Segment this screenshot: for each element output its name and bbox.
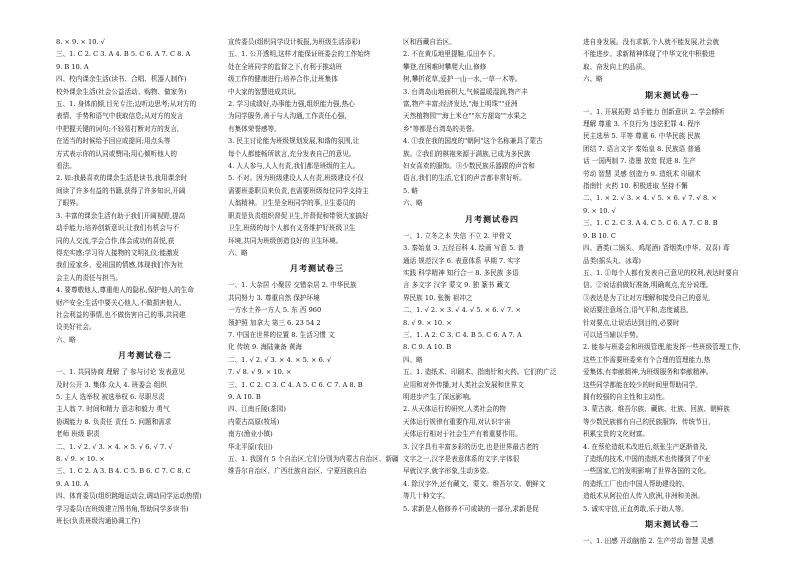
answer-line: 主人翁 7. 时间和精力 意志和毅力 勇气 — [56, 405, 170, 414]
answer-line: 针对要点,让说话达到目的,必要时 — [583, 318, 680, 327]
answer-line: 3. 丰富的课余生活有助于我们开阔视野,提高 — [56, 211, 186, 220]
answer-line: 一、1. 开展拓野 动手能力 创新意识 2. 学会倾听 — [583, 107, 725, 116]
answer-line: 说话要注意场合,语气平和,态度诚恳, — [583, 306, 689, 315]
answer-line: 8. √ 9. × 10. × — [403, 318, 452, 327]
answer-line: 一、1. 共同协商 理解 了 参与讨论 发表意见 — [56, 368, 185, 377]
answer-block — [56, 36, 234, 346]
answer-line: 语言,我们的生活,它们的声音都非常好听。 — [403, 174, 526, 183]
answer-line: 等少数民族都有自己的民族服饰、传统节日, — [583, 417, 711, 426]
answer-line: 一些国家,它的发明影响了世界各国的文化。 — [583, 467, 711, 476]
answer-line: 三、1. C 2. A 3. B 4. C 5. B 6. C 7. C 8. C — [56, 467, 191, 476]
answer-block — [228, 279, 406, 478]
answer-line: 造纸术从阿拉伯人传入欧洲,非洲和美洲。 — [583, 492, 704, 501]
answer-line: 信。②说话前做好准备,明确观点,充分说理。 — [583, 281, 713, 290]
answer-line: 指南针 火药 10. 积极进取 坚持不懈 — [583, 182, 688, 191]
answer-line: 早就汉字,就字形象,生动多姿。 — [403, 467, 493, 476]
answer-line: 9. B 10. C — [583, 231, 616, 240]
answer-line: 天然植物园""海上米仓""东方甜岛""水果之 — [403, 112, 527, 121]
answer-line: 五、1. ①每个人都有发表自己意见的权利,表达时要自 — [583, 268, 739, 277]
answer-line: 拥有较强的自主性和主动性。 — [583, 392, 669, 401]
answer-line: 校外课余生活(社会公益活动、购物、做家务) — [56, 87, 187, 96]
answer-line: 四、体育委员(组织跳绳运动会,调动同学运动热情) — [56, 492, 202, 501]
answer-line: 维吾尔自治区、广西壮族自治区、宁夏回族自治 — [228, 467, 367, 476]
answer-line: 设美好社会。 — [56, 323, 96, 332]
answer-block — [583, 36, 761, 86]
answer-line: 爱集体,有奉献精神,为班级服务和奉献精神。 — [583, 368, 713, 377]
answer-line: 为同学服务,善于与人沟通,工作责任心强, — [228, 112, 347, 121]
answer-line: 2. 学习成绩好,办事能力强,组织能力强,热心 — [228, 100, 355, 109]
answer-line: 区和西藏自治区。 — [403, 38, 456, 46]
answer-line: 了造纸的技术,中国的造纸术也传播到了中亚 — [583, 455, 711, 463]
answer-line: 二、1. √ 2. × 3. √ 4. √ 5. × 6. √ 7. × — [403, 306, 521, 315]
answer-line: 劳动 智慧 灵感 创造力 9. 造纸术 印刷术 — [583, 169, 701, 178]
answer-line: 2. 不在黄瓜地里提鞋,瓜田李下。 — [403, 50, 500, 59]
answer-line: 领护照 加拿大 第三 6. 23 54 2 — [228, 318, 321, 327]
answer-line: 得充实感;学习待人接物的文明礼仪;能激发 — [56, 248, 180, 257]
answer-line: 族。②我们的棋袍来源于满族,已成为多民族 — [403, 149, 531, 158]
answer-line: 这些同学都能在较少的时间里帮助同学, — [583, 380, 698, 389]
answer-line: 攀登,在困难时攀爬大山,修修 — [403, 62, 487, 71]
answer-line: 三、1. C 2. C 3. A 4. C 5. C 6. A 7. C 8. B — [583, 219, 718, 228]
answer-line: 二、1. √ 2. √ 3. × 4. × 5. √ 6. √ 7. √ — [56, 442, 173, 451]
test-heading: 期末测试卷二 — [645, 520, 699, 530]
answer-line: 会主人的责任与担当。 — [56, 273, 122, 282]
answer-line: 团结 7. 语言文字 秦始皇 8. 民族语 普通 — [583, 144, 701, 153]
answer-line: 天体运行相对于社会生产有着重要作用。 — [403, 430, 522, 439]
answer-line: 3. 秦始皇 3. 五经百科 4. 绘画 写意 5. 普 — [403, 244, 525, 253]
answer-line: 应用和对外传播,对人类社会发展和世界文 — [403, 380, 524, 389]
test-heading: 月考测试卷三 — [290, 264, 344, 274]
answer-block — [403, 230, 581, 515]
answer-line: 8. √ 9. × 10. × — [56, 455, 105, 463]
answer-line: 5. 求新是人格修养不可或缺的一部分,求新是促 — [403, 504, 539, 513]
answer-line: 华北平原(农田) — [228, 442, 273, 451]
answer-line: 班长(负责班级沟通协调工作) — [56, 517, 141, 526]
answer-line: 中把握关键的词句;不轻易打断对方的发言, — [56, 124, 180, 133]
answer-line: 5. 略 — [403, 186, 418, 195]
answer-block — [583, 535, 761, 547]
answer-line: 8. C 9. A 10. B — [403, 343, 452, 352]
answer-line: 3. 民主讨论能为班级规划发展,和谐的氛围,让 — [228, 137, 360, 146]
answer-line: 2. 从天体运行的研究,人类社会的物 — [403, 405, 506, 414]
answer-block — [583, 106, 761, 515]
answer-line: 言 多文字 汉字 蒙文 9. 独 篆书 藏文 — [403, 281, 510, 290]
answer-line: 共同努力 3. 尊重自然 保护环境 — [228, 293, 320, 302]
answer-line: 表情、手势和语气中获取信息;从对方的发言 — [56, 112, 184, 121]
answer-line: 每个人都能畅所欲言,充分发表自己的意见。 — [228, 149, 356, 158]
answer-line: 进自身发展。没有求新,个人就不能发展,社会就 — [583, 38, 720, 46]
answer-line: 4. 在蔡伦造纸术改进后,纸张生产逐渐普及, — [583, 442, 708, 451]
column-1 — [56, 36, 234, 527]
answer-line: 8. × 9. × 10. √ — [56, 38, 105, 46]
answer-line: 动手能力;培养创新意识;让我们有机会与不 — [56, 224, 180, 233]
answer-line: 四、略 — [403, 355, 423, 364]
answer-line: 一方水土养一方人 5. 东 西 960 — [228, 306, 322, 315]
answer-line: 六、略 — [583, 75, 603, 84]
answer-line: 一、1. 立冬之本 失信 不立 2. 甲骨文 — [403, 231, 512, 240]
answer-line: 富,物产丰富;经济发达,"海上明珠""亚洲 — [403, 100, 518, 109]
answer-line: 乡"等都是台湾岛的美誉。 — [403, 124, 479, 133]
answer-line: 不能进步。求新精神体现了中华文化中积极进 — [583, 50, 715, 59]
answer-line: 三、1. C 2. C 3. C 4. A 5. C 6. C 7. A 8. B — [228, 380, 363, 389]
answer-line: 间读了许多有益的书籍,获得了许多知识,开阔 — [56, 186, 186, 195]
answer-line: 取、奋发向上的品质。 — [583, 62, 649, 71]
answer-line: 通话 规范汉字 6. 表意体系 早期 7. 实字 — [403, 256, 521, 265]
answer-line: 9. B 10. A — [56, 62, 89, 71]
answer-line: 二、1. √ 2. √ 3. × 4. × 5. × 6. √ — [228, 355, 332, 364]
answer-line: 协调能力 8. 负责任 责任 5. 问题和需求 — [56, 417, 172, 426]
answer-line: 3. 台湾岛山地面积大,气候温暖湿润,物产丰 — [403, 87, 528, 96]
answer-line: 看法。 — [56, 162, 76, 171]
answer-line: 积累宝贵的文化财富。 — [583, 430, 649, 439]
answer-line: 明进步产生了深远影响。 — [403, 392, 476, 401]
answer-line: 9. A 10. A — [56, 479, 89, 488]
answer-line: 需要班委职员来负责,也需要班级每位同学支持主 — [228, 186, 369, 195]
answer-line: 同的人交流,学会合作,体会成功的喜悦,获 — [56, 236, 175, 245]
answer-line: 4. 人人参与,人人有责,我们都是班级的主人。 — [228, 162, 360, 171]
answer-line: 一、1. 田感 开动脑筋 2. 生产劳动 智慧 灵感 — [583, 537, 714, 546]
column-4 — [583, 36, 761, 547]
answer-line: 有集体荣誉感等。 — [228, 124, 281, 133]
answer-line: 5. 不对。因为班级建设人人有责,班级建设不仅 — [228, 174, 364, 183]
answer-line: 学习委员(在班级建立图书角,帮助同学多读书) — [56, 504, 189, 513]
answer-line: 社会利益的事情,也不做伤害自己的事,共同建 — [56, 310, 186, 319]
answer-line: 内蒙古高原(牧场) — [228, 417, 280, 426]
answer-line: 在适当的时候给予回应或提问;用点头等 — [56, 137, 171, 146]
answer-line: 的造纸工厂也由中国人帮助建设的。 — [583, 479, 689, 488]
answer-line: 实践 科学精神 知行合一 8. 多民族 多语 — [403, 268, 519, 277]
answer-line: 4. ①我在我的国度的"朝阿"这个名称兼具了蒙古 — [403, 137, 543, 146]
answer-line: 六、略 — [56, 335, 76, 344]
column-2 — [228, 36, 406, 478]
answer-line: 4. 除汉字外,还有藏文、蒙文、维吾尔文、朝鲜文 — [403, 479, 546, 488]
answer-line: 2. 如:我最喜欢的课余生活是读书,我用课余时 — [56, 174, 188, 183]
answer-line: 五、1. 我国有 5 个自治区,它们分别为内蒙古自治区、新疆 — [228, 455, 399, 463]
answer-block — [56, 366, 234, 527]
answer-line: 2. 能参与班委会和班级管理,能发挥一些班级管理工作, — [583, 343, 741, 352]
answer-line: 处在全班同学的监督之下,有利于推动班 — [228, 62, 343, 71]
answer-block — [228, 36, 406, 259]
answer-line: 可以适当辅以手势。 — [583, 330, 643, 339]
answer-line: 5. 主人 选举权 被选举权 6. 尽职尽责 — [56, 392, 165, 401]
answer-line: 3. 汉字具有丰富多彩的历史,也是世界最古老的 — [403, 442, 539, 451]
answer-line: 宣传委员(组织同学设计板报,为班级生活添彩) — [228, 38, 361, 46]
test-heading: 月考测试卷四 — [465, 214, 519, 224]
answer-line: 职责是负责组织督促卫生,并督促和带领大家搞好 — [228, 211, 369, 220]
answer-line: 这些工作需要班委来有个合理的管理能力,热 — [583, 355, 711, 364]
answer-line: 六、略 — [403, 199, 423, 208]
answer-line: 一、1. 大杂居 小聚居 交错杂居 2. 中华民族 — [228, 281, 357, 290]
answer-line: 品类(摇头丸、冰毒) — [583, 256, 641, 265]
answer-line: 南方(渔业小镇) — [228, 430, 273, 439]
answer-line: 五、1. 身体前倾,目光专注;边听边思考;从对方的 — [56, 100, 197, 109]
answer-line: 9. A 10. B — [228, 392, 261, 401]
answer-line: 9. × 10. √ — [583, 206, 616, 215]
answer-line: 卫生,班级的每个人都有义务维护好班级卫生 — [228, 224, 356, 233]
answer-line: 话 一国两制 7. 造墨 放宽 促进 8. 生产 — [583, 157, 696, 166]
answer-line: 4. 要尊敬他人,尊重他人的隐私,保护他人的生命 — [56, 286, 194, 295]
answer-line: 文字之一,汉字是表意体系的文字,字体很 — [403, 455, 520, 463]
answer-line: 及时公开 3. 集体 众人 4. 班委会 组织 — [56, 380, 167, 389]
column-3 — [403, 36, 581, 515]
answer-line: 天体运行规律有重要作用,对认识宇宙 — [403, 417, 511, 426]
answer-line: 了眼界。 — [56, 199, 83, 208]
answer-line: 环境,共同为班级创造良好的卫生环境。 — [228, 236, 343, 245]
answer-line: 财产安全;生活中要关心他人,不做损害他人、 — [56, 298, 186, 307]
answer-line: 5. 诚实守信,正直勇敢,乐于助人等。 — [583, 504, 688, 513]
answer-line: 三、1. C 2. C 3. A 4. B 5. C 6. A 7. C 8. A — [56, 50, 191, 59]
test-heading: 月考测试卷二 — [118, 351, 172, 361]
answer-line: 界民族 10. 张衡 祖冲之 — [403, 293, 473, 302]
answer-line: 二、1. × 2. √ 3. × 4. √ 5. × 6. √ 7. √ 8. × — [583, 194, 717, 203]
answer-line: 等几十种文字。 — [403, 492, 450, 501]
answer-line: 五、1. 造纸术、印刷术、指南针和火药。它们的广泛 — [403, 368, 557, 377]
answer-line: 妇女喜欢的服饰。③少数民族乐器跟的声音和 — [403, 162, 535, 171]
answer-line: 六、略 — [228, 248, 248, 257]
answer-line: 中大家的智慧迸成共识。 — [228, 87, 301, 96]
answer-line: 四、江南丘陵(茶园) — [228, 405, 286, 414]
answer-line: 方式表示你的认同或赞同;用心倾听他人的 — [56, 149, 177, 158]
answer-line: 四、校内课余生活(读书、合唱、机器人制作) — [56, 75, 187, 84]
answer-line: ③表达是为了让对方理解和接受自己的意见, — [583, 293, 711, 302]
answer-line: 7. 中国在世界的位置 8. 生活习惯 文 — [228, 330, 335, 339]
answer-line: 老师 班级 职责 — [56, 430, 100, 439]
test-heading: 期末测试卷一 — [645, 90, 699, 100]
answer-line: 树,攀折花草,爱护一山一水,一草一木等。 — [403, 75, 522, 84]
answer-line: 三、1. A 2. C 3. C 4. B 5. C 6. A 7. A — [403, 330, 522, 339]
answer-line: 化 传统 9. 海陆兼备 黄海 — [228, 343, 303, 352]
answer-line: 民主选举 5. 平等 尊重 6. 中华民族 民族 — [583, 132, 701, 141]
answer-line: 五、1. 公开透明,这样才能保证班委会的工作始终 — [228, 50, 371, 59]
answer-block — [403, 36, 581, 210]
answer-line: 级工作的健康进行;培养合作,让班集体 — [228, 75, 338, 84]
answer-line: 人翁精神。卫生是全班同学的事,卫生委员的 — [228, 199, 356, 208]
answer-line: 3. 蒙古族、维吾尔族、藏族、壮族、回族、朝鲜族 — [583, 405, 730, 414]
answer-line: 7. √ 8. √ 9. × 10. × — [228, 368, 292, 377]
answer-line: 我们爱家乡、爱祖国的情感,体现我们作为社 — [56, 261, 184, 270]
answer-line: 四、酒类(二锅头、鸡尾酒) 香烟类(中华、双喜) 毒 — [583, 244, 730, 253]
answer-line: 理解 尊重 3. 不良行为 违法犯罪 4. 程序 — [583, 120, 701, 129]
